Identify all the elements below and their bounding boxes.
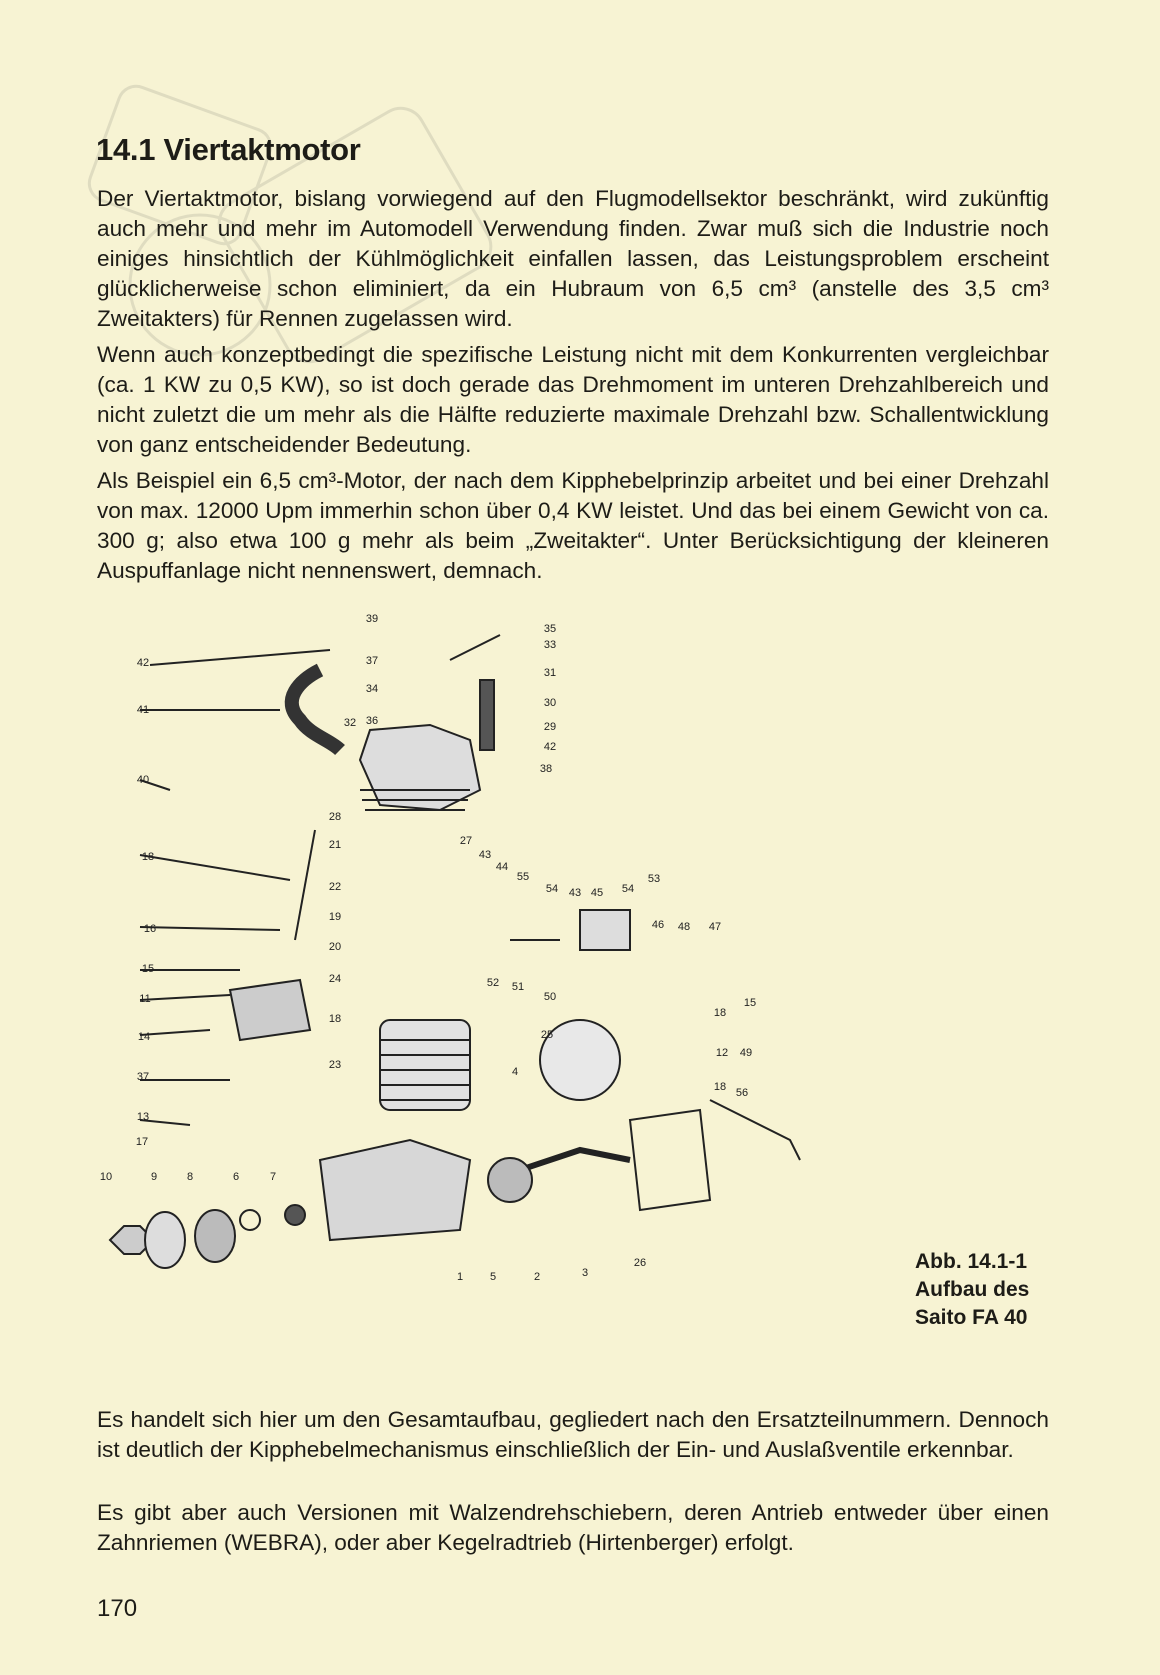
part-label: 27 <box>459 835 473 847</box>
paragraph-2: Wenn auch konzeptbedingt die spezifische Leistung nicht mit dem Konkurrenten vergleichbar (ca. 1 KW zu 0,5 KW), so ist doch gerade das Drehmoment im unteren Drehzahlbereich und nicht zuletzt die um mehr als die Hälfte reduzierte maximale Drehzahl bzw. Schallentwicklung von ganz entscheidender Bedeutung. <box>97 342 1049 457</box>
paragraph-1: Der Viertaktmotor, bislang vorwiegend auf den Flugmodellsektor beschränkt, wird zukünftig auch mehr und mehr im Automodell Verwendung finden. Zwar muß sich die Industrie noch einiges hinsichtlich der Kühlmöglichkeit einfallen lassen, das Leistungsproblem erscheint glücklicherweise schon eliminiert, da ein Hubraum von 6,5 cm³ (anstelle des 3,5 cm³ Zweitakters) für Rennen zugelassen wird. <box>97 186 1049 331</box>
part-label: 22 <box>328 881 342 893</box>
caption-line-2: Aufbau des <box>915 1278 1030 1301</box>
part-label: 29 <box>543 721 557 733</box>
part-label: 39 <box>365 613 379 625</box>
part-label: 54 <box>545 883 559 895</box>
part-label: 42 <box>543 741 557 753</box>
part-label: 6 <box>232 1171 240 1183</box>
part-label: 31 <box>543 667 557 679</box>
part-label: 25 <box>540 1029 554 1041</box>
part-label: 14 <box>137 1031 151 1043</box>
part-label: 20 <box>328 941 342 953</box>
part-label: 30 <box>543 697 557 709</box>
part-label: 51 <box>511 981 525 993</box>
part-label: 8 <box>186 1171 194 1183</box>
part-label: 43 <box>478 849 492 861</box>
part-label: 41 <box>136 704 150 716</box>
part-label: 9 <box>150 1171 158 1183</box>
part-label: 45 <box>590 887 604 899</box>
part-label: 42 <box>136 657 150 669</box>
part-label: 44 <box>495 861 509 873</box>
figure-caption <box>915 1248 1029 1332</box>
part-label: 48 <box>677 921 691 933</box>
part-label: 2 <box>533 1271 541 1283</box>
part-label: 32 <box>343 717 357 729</box>
part-label: 21 <box>328 839 342 851</box>
part-label: 3 <box>581 1267 589 1279</box>
part-label: 18 <box>713 1081 727 1093</box>
part-label: 7 <box>269 1171 277 1183</box>
caption-line-3: Saito FA 40 <box>915 1306 1028 1329</box>
part-label: 16 <box>143 923 157 935</box>
part-label: 12 <box>715 1047 729 1059</box>
part-label: 15 <box>141 963 155 975</box>
part-label: 11 <box>139 993 151 1005</box>
part-label: 5 <box>489 1271 497 1283</box>
page-number: 170 <box>97 1595 138 1622</box>
part-label: 46 <box>651 919 665 931</box>
part-label: 18 <box>328 1013 342 1025</box>
part-label: 53 <box>647 873 661 885</box>
part-label: 18 <box>141 851 155 863</box>
part-label: 37 <box>365 655 379 667</box>
exploded-engine-diagram <box>99 613 840 1340</box>
paragraph-4: Es handelt sich hier um den Gesamtaufbau, gegliedert nach den Ersatzteilnummern. Dennoch ist deutlich der Kipphebelmechanismus einschließlich der Ein- und Auslaßventile erkennbar. <box>97 1407 1049 1462</box>
part-label: 33 <box>543 639 557 651</box>
part-label: 28 <box>328 811 342 823</box>
part-label: 37 <box>136 1071 150 1083</box>
part-label: 26 <box>633 1257 647 1269</box>
part-label: 38 <box>539 763 553 775</box>
part-label: 15 <box>743 997 757 1009</box>
part-label: 43 <box>568 887 582 899</box>
part-label: 50 <box>543 991 557 1003</box>
part-label: 56 <box>735 1087 749 1099</box>
part-label: 49 <box>739 1047 753 1059</box>
section-heading: 14.1 Viertaktmotor <box>96 132 361 167</box>
part-label: 10 <box>99 1171 113 1183</box>
part-label: 4 <box>511 1066 519 1078</box>
part-label: 18 <box>713 1007 727 1019</box>
part-label: 17 <box>135 1136 149 1148</box>
part-label: 34 <box>365 683 379 695</box>
part-label: 40 <box>136 774 150 786</box>
part-label: 13 <box>136 1111 150 1123</box>
paragraph-5: Es gibt aber auch Versionen mit Walzendrehschiebern, deren Antrieb entweder über einen Zahnriemen (WEBRA), oder aber Kegelradtrieb (Hirtenberger) erfolgt. <box>97 1500 1049 1555</box>
paragraph-3: Als Beispiel ein 6,5 cm³-Motor, der nach dem Kipphebelprinzip arbeitet und bei einer Drehzahl von max. 12000 Upm immerhin schon über 0,4 KW leistet. Und das bei einem Gewicht von ca. 300 g; also etwa 100 g mehr als beim „Zweitakter“. Unter Berücksichtigung der kleineren Auspuffanlage nicht nennenswert, demnach. <box>97 468 1049 583</box>
part-label: 24 <box>328 973 342 985</box>
part-label: 54 <box>621 883 635 895</box>
part-label: 19 <box>328 911 342 923</box>
part-label: 55 <box>516 871 530 883</box>
part-label: 36 <box>365 715 379 727</box>
part-label: 47 <box>708 921 722 933</box>
part-label: 35 <box>543 623 557 635</box>
part-label: 1 <box>456 1271 464 1283</box>
caption-line-1: Abb. 14.1-1 <box>915 1250 1028 1273</box>
part-label: 52 <box>486 977 500 989</box>
part-label: 23 <box>328 1059 342 1071</box>
